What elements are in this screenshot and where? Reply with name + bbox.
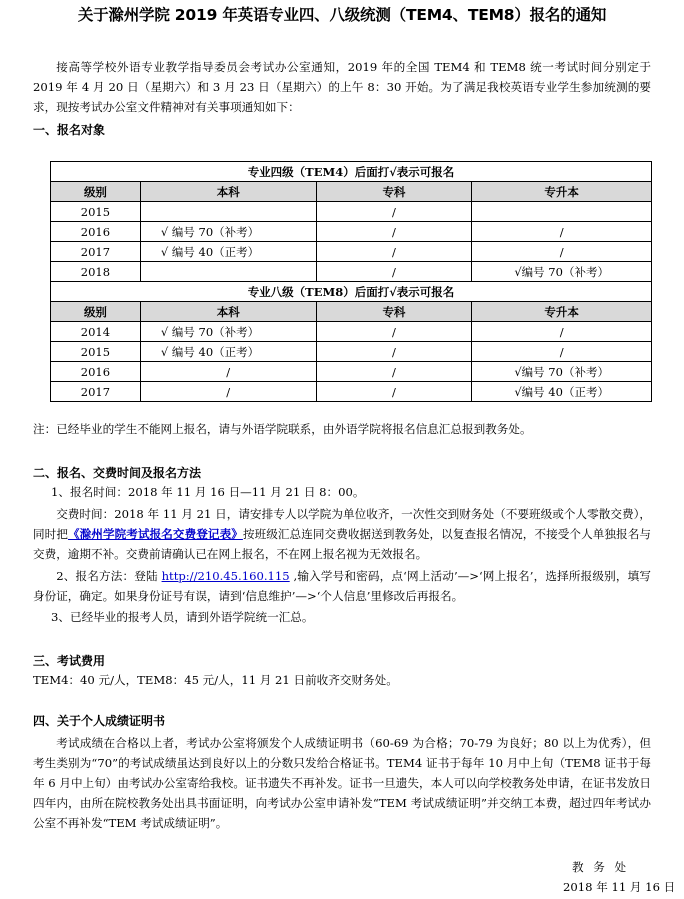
table-cell: √ 编号 40（正考） [140, 242, 316, 262]
table-cell: 2017 [51, 382, 141, 402]
table-cell: 2014 [51, 322, 141, 342]
fee-amounts: TEM4：40 元/人，TEM8：45 元/人，11 月 21 日前收齐交财务处。 [33, 673, 398, 687]
table-caption: 专业四级（TEM4）后面打√表示可报名 [51, 162, 652, 182]
issue-date: 2018 年 11 月 16 日 [563, 880, 676, 894]
table-cell: √ 编号 70（补考） [140, 222, 316, 242]
table-cell: / [472, 342, 652, 362]
table-cell: 2016 [51, 222, 141, 242]
graduate-applicants: 3、已经毕业的报考人员，请到外语学院统一汇总。 [51, 610, 314, 624]
table-cell: / [140, 362, 316, 382]
table-cell: / [472, 222, 652, 242]
table-row [51, 202, 652, 222]
fee-form-link[interactable]: 《滁州学院考试报名交费登记表》 [67, 527, 243, 541]
table-row [51, 242, 652, 262]
table-cell: / [316, 362, 472, 382]
method-text-1: 2、报名方法：登陆 [56, 569, 162, 583]
table-cell [472, 202, 652, 222]
table-header-row [51, 302, 652, 322]
table-cell [140, 202, 316, 222]
table-row [51, 222, 652, 242]
table-cell: / [316, 242, 472, 262]
table-row [51, 322, 652, 342]
column-header: 级别 [51, 182, 141, 202]
table-row [51, 262, 652, 282]
column-header: 本科 [140, 182, 316, 202]
table-cell: √编号 70（补考） [472, 262, 652, 282]
table-row [51, 362, 652, 382]
section-heading-fees: 三、考试费用 [33, 654, 106, 668]
fee-paragraph [33, 504, 651, 564]
table-cell: / [316, 222, 472, 242]
table-cell: / [472, 242, 652, 262]
table-cell: 2018 [51, 262, 141, 282]
table-cell: / [472, 322, 652, 342]
column-header: 专科 [316, 302, 472, 322]
fee-text-2: 按班级汇总连同交费收据送到教务处，以复查报名情况，不接受个人单独报名与交费，逾期不补。交费前请确认已在网上报名，不在网上报名视为无效报名。 [33, 527, 651, 561]
column-header: 专升本 [472, 302, 652, 322]
table-header-row [51, 182, 652, 202]
table-cell: √编号 40（正考） [472, 382, 652, 402]
table-cell: / [140, 382, 316, 402]
table-cell: √编号 70（补考） [472, 362, 652, 382]
method-paragraph [33, 566, 651, 606]
fee-text-1: 交费时间：2018 年 11 月 21 日，请安排专人以学院为单位收齐，一次性交到财务处（不要班级或个人零散交费），同时把 [33, 507, 651, 541]
table-cell: / [316, 342, 472, 362]
table-cell: / [316, 322, 472, 342]
graduate-note: 注：已经毕业的学生不能网上报名，请与外语学院联系，由外语学院将报名信息汇总报到教务处。 [33, 422, 532, 436]
registration-time: 1、报名时间：2018 年 11 月 16 日—11 月 21 日 8：00。 [51, 485, 365, 499]
table-caption-row [51, 282, 652, 302]
table-cell: 2015 [51, 202, 141, 222]
column-header: 级别 [51, 302, 141, 322]
table-row [51, 342, 652, 362]
certificate-paragraph: 考试成绩在合格以上者，考试办公室将颁发个人成绩证明书（60-69 为合格；70-79 为良好；80 以上为优秀），但考生类别为“70”的考试成绩虽达到良好以上的分数只发给合格证书。TEM4 证书于每年 10 月中上旬（TEM8 证书于每年 6 月中上旬）由考试办公室寄给我校。证书遗失不再补发。证书一旦遗失，本人可以向学校教务处申请，在证书发放日四年内，由所在院校教务处出具书面证明，向考试办公室申请补发“TEM 考试成绩证明”并交纳工本费，超过四年考试办公室不再补发“TEM 考试成绩证明”。 [33, 736, 651, 830]
table-cell: / [316, 382, 472, 402]
column-header: 专升本 [472, 182, 652, 202]
column-header: 本科 [140, 302, 316, 322]
eligibility-table [50, 161, 652, 402]
table-cell: / [316, 202, 472, 222]
section-heading-targets: 一、报名对象 [33, 123, 106, 137]
table-cell: √ 编号 70（补考） [140, 322, 316, 342]
issuing-office: 教 务 处 [572, 860, 630, 874]
table-cell: 2015 [51, 342, 141, 362]
registration-site-link[interactable]: http://210.45.160.115 [161, 569, 290, 583]
column-header: 专科 [316, 182, 472, 202]
table-cell: 2017 [51, 242, 141, 262]
table-caption: 专业八级（TEM8）后面打√表示可报名 [51, 282, 652, 302]
intro-paragraph: 接高等学校外语专业教学指导委员会考试办公室通知，2019 年的全国 TEM4 和 TEM8 统一考试时间分别定于 2019 年 4 月 20 日（星期六）和 3 月 23 日（星期六）的上午 8：30 开始。为了满足我校英语专业学生参加统测的要求，现按考试办公室文件精神对有关事项通知如下： [33, 60, 651, 114]
table-cell [140, 262, 316, 282]
table-row [51, 382, 652, 402]
table-caption-row [51, 162, 652, 182]
page-title: 关于滁州学院 2019 年英语专业四、八级统测（TEM4、TEM8）报名的通知 [77, 6, 607, 24]
section-heading-registration: 二、报名、交费时间及报名方法 [33, 466, 202, 480]
section-heading-certificate: 四、关于个人成绩证明书 [33, 714, 166, 728]
table-cell: √ 编号 40（正考） [140, 342, 316, 362]
table-cell: / [316, 262, 472, 282]
method-text-2: ,输入学号和密码，点‘网上活动’—>‘网上报名’，选择所报级别，填写身份证，确定。如果身份证号有误，请到‘信息维护’—>‘个人信息’里修改后再报名。 [33, 569, 651, 603]
table-cell: 2016 [51, 362, 141, 382]
